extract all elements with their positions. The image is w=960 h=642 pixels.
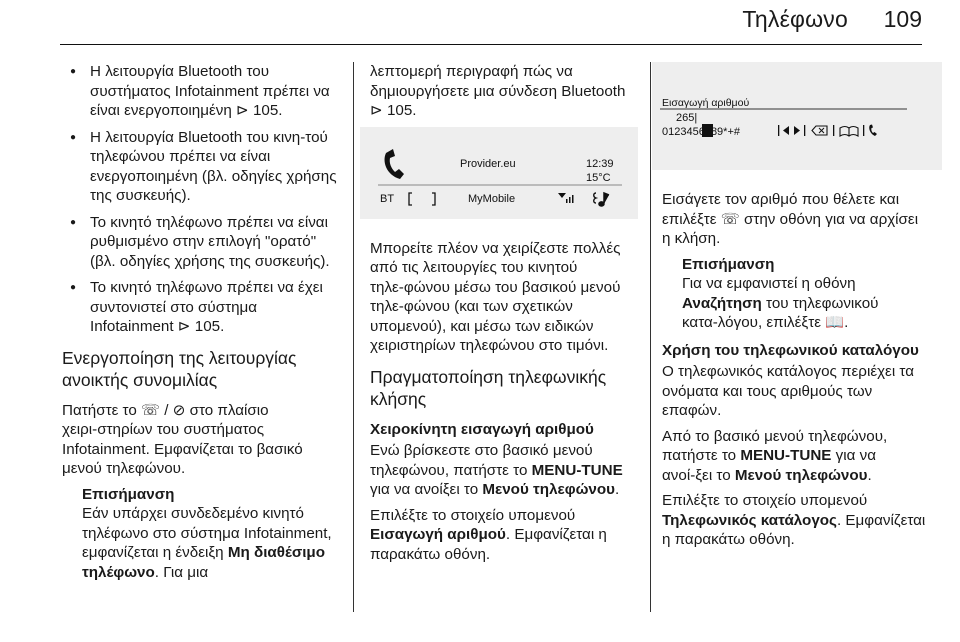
column-3 [662, 62, 926, 556]
note-bold-text: Μη διαθέσιμο τηλέφωνο [82, 544, 325, 581]
keypad-digits: 0123456789*+# [662, 126, 740, 138]
subsection-heading: Χειροκίνητη εισαγωγή αριθμού [370, 420, 594, 438]
note-text-part: Εάν υπάρχει συνδεδεμένο κινητό τηλέφωνο στο σύστημα Infotainment, εμφανίζεται η ένδειξη [82, 505, 332, 561]
list-item: ● Το κινητό τηλέφωνο πρέπει να έχει συντονιστεί στο σύστημα Infotainment ⊳ 105. [62, 278, 342, 337]
display-title: Εισαγωγή αριθμού [662, 97, 750, 109]
text-part: για να ανοί‑ξει το [662, 447, 876, 484]
text-part: Επιλέξτε το στοιχείο υπομενού [370, 506, 576, 524]
section-heading: Πραγματοποίηση τηλεφωνικής κλήσης [370, 366, 607, 409]
phone-display-svg [360, 127, 638, 219]
note-text [82, 504, 342, 582]
column-divider-2 [650, 62, 651, 612]
signal-strength-icon [558, 193, 574, 203]
requirements-list [62, 62, 342, 337]
bold-text: MENU‑TUNE [740, 447, 832, 464]
text-part: . [614, 481, 620, 498]
paragraph [662, 491, 926, 550]
paragraph [370, 441, 636, 500]
list-item: ● Η λειτουργία Bluetooth του κινη‑τού τηλεφώνου πρέπει να είναι ενεργοποιημένη (βλ. οδηγίες χρήσης της συσκευής). [62, 128, 342, 206]
list-item: ● Το κινητό τηλέφωνο πρέπει να είναι ρυθμισμένο στην επιλογή "ορατό" (βλ. οδηγίες χρήσης της συσκευής). [62, 213, 342, 272]
backspace-icon [812, 126, 827, 135]
note-text [682, 274, 926, 333]
paragraph: Εισάγετε τον αριθμό που θέλετε και επιλέξτε ☏ στην οθόνη για να αρχίσει η κλήση. [662, 191, 919, 247]
column-divider-1 [353, 62, 354, 612]
bracket-icon [409, 193, 435, 205]
separator [833, 125, 834, 136]
bold-text: Μενού τηλεφώνου [734, 466, 868, 484]
cursor-arrows-icon [778, 125, 805, 136]
page-title: Τηλέφωνο [742, 6, 848, 32]
paragraph: Πατήστε το ☏ / ⊘ στο πλαίσιο χειρι‑στηρίων του συστήματος Infotainment. Εμφανίζεται το βασικό μενού τηλεφώνου. [62, 401, 303, 477]
phone-handset-icon [385, 149, 404, 179]
note-text-part: Για να εμφανιστεί η οθόνη [682, 275, 856, 292]
text-part: . [867, 466, 872, 484]
phonebook-icon [840, 127, 858, 137]
bold-text: MENU‑TUNE [531, 461, 623, 479]
paragraph: Μπορείτε πλέον να χειρίζεστε πολλές από τις λειτουργίες του κινητού τηλε‑φώνου μέσω του βασικού μενού τηλε‑φώνου (και των σχετικών υπομενού), και μέσω των ειδικών χειριστηρίων τηλεφώνου στο τιμόνι. [370, 239, 621, 354]
text-part: . Εμφανίζεται η παρακάτω οθόνη. [662, 511, 926, 548]
display-bt-label: BT [380, 192, 395, 205]
text-part: Ενώ βρίσκεστε στο βασικό μενού τηλεφώνου, πατήστε το [370, 442, 593, 479]
text-part: Επιλέξτε το στοιχείο υπομενού [662, 492, 868, 509]
column-2 [370, 62, 636, 570]
column-1 [62, 62, 342, 582]
music-note-icon [599, 193, 609, 206]
text-part: για να ανοίξει το [370, 481, 483, 498]
list-item: ● Η λειτουργία Bluetooth του συστήματος Infotainment πρέπει να είναι ενεργοποιημένη ⊳ 105. [62, 62, 342, 121]
paragraph: λεπτομερή περιγραφή πώς να δημιουργήσετε μια σύνδεση Bluetooth ⊳ 105. [370, 63, 626, 119]
note-title: Επισήμανση [82, 485, 175, 503]
bold-text: Μενού τηλεφώνου [482, 481, 615, 498]
ring-icon [594, 193, 596, 203]
text-part: Από το βασικό μενού τηλεφώνου, πατήστε το [662, 427, 888, 464]
separator [863, 125, 864, 136]
note-bold-text: Αναζήτηση [682, 294, 762, 312]
page-number: 109 [883, 6, 922, 32]
note-box [662, 255, 926, 333]
paragraph [370, 506, 636, 565]
display-provider: Provider.eu [460, 157, 516, 170]
paragraph [662, 427, 926, 486]
bold-text: Τηλεφωνικός κατάλογος [662, 511, 837, 529]
number-entry-display-image [652, 62, 942, 170]
note-text-part: . Για μια [154, 563, 209, 581]
note-text-part: του τηλεφωνικού κατα‑λόγου, επιλέξτε 📖. [682, 294, 879, 331]
note-box [62, 485, 342, 583]
text-part: . Εμφανίζεται η παρακάτω οθόνη. [370, 526, 607, 563]
display-mymobile: MyMobile [468, 192, 516, 205]
display-time: 12:39 [586, 157, 614, 170]
paragraph: Ο τηλεφωνικός κατάλογος περιέχει τα ονόματα και τους αριθμούς των επαφών. [662, 363, 914, 419]
entered-number: 265| [676, 112, 698, 124]
subsection-heading: Χρήση του τηλεφωνικού καταλόγου [662, 341, 919, 359]
number-entry-svg [652, 62, 942, 170]
phone-main-display-image [360, 127, 638, 219]
section-heading: Ενεργοποίηση της λειτουργίας ανοικτής συνομιλίας [62, 347, 297, 390]
bold-text: Εισαγωγή αριθμού [370, 526, 506, 543]
display-temperature: 15°C [586, 171, 611, 184]
header-rule [60, 44, 922, 45]
note-title: Επισήμανση [682, 255, 775, 273]
call-icon[interactable] [869, 125, 877, 137]
